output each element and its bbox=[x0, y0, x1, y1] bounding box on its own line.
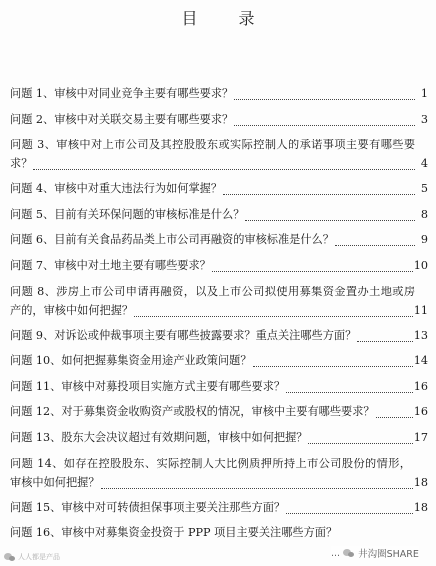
toc-entry-text: 问题 7、审核中对土地主要有哪些要求？ bbox=[10, 258, 211, 272]
leader-dots bbox=[212, 262, 413, 272]
toc-page-number: 5 bbox=[420, 182, 428, 196]
toc-entry-2[interactable] bbox=[10, 112, 428, 138]
toc-entry-text: 问题 11、审核中对募投项目实施方式主要有哪些要求？ bbox=[10, 379, 286, 393]
leader-dots bbox=[134, 307, 413, 317]
leader-dots bbox=[357, 332, 412, 342]
toc-entry-text: 问题 16、审核中对募集资金投资于 PPP 项目主要关注哪些方面？ bbox=[10, 526, 338, 540]
toc-entry-text: 问题 2、审核中对关联交易主要有哪些要求？ bbox=[10, 112, 234, 126]
page-title: 目 录 bbox=[181, 9, 273, 28]
leader-dots bbox=[223, 185, 415, 195]
toc-entry-1[interactable] bbox=[10, 86, 428, 112]
toc-entry-15[interactable] bbox=[10, 500, 428, 526]
toc-entry-text: 问题 10、如何把握募集资金用途产业政策问题？ bbox=[10, 354, 252, 368]
wechat-logo-icon bbox=[4, 552, 16, 562]
watermark-right bbox=[331, 546, 419, 560]
toc-page-number: 16 bbox=[413, 405, 428, 419]
toc-entry-text: 问题 5、目前有关环保问题的审核标准是什么？ bbox=[10, 207, 245, 221]
toc-page-number: 4 bbox=[420, 157, 428, 171]
toc-page-number: 18 bbox=[413, 475, 428, 489]
leader-dots bbox=[33, 160, 415, 170]
table-of-contents bbox=[10, 86, 428, 551]
toc-entry-6[interactable] bbox=[10, 232, 428, 258]
toc-entry-text: 问题 1、审核中对同业竞争主要有哪些要求？ bbox=[10, 87, 234, 100]
toc-page-number: 13 bbox=[413, 328, 428, 342]
toc-entry-5[interactable] bbox=[10, 207, 428, 233]
toc-page-number: 10 bbox=[413, 258, 428, 272]
leader-dots bbox=[335, 236, 415, 246]
toc-entry-12[interactable] bbox=[10, 404, 428, 430]
toc-entry-8[interactable] bbox=[10, 284, 428, 328]
leader-dots bbox=[376, 408, 413, 418]
leader-dots bbox=[286, 383, 413, 393]
toc-page-number: 18 bbox=[413, 500, 428, 514]
wechat-logo-icon bbox=[343, 548, 355, 558]
leader-dots bbox=[253, 357, 413, 367]
toc-entry-text: 问题 12、对于募集资金收购资产或股权的情况，审核中主要有哪些要求？ bbox=[10, 405, 375, 419]
toc-page-number: 14 bbox=[413, 354, 428, 368]
toc-entry-9[interactable] bbox=[10, 328, 428, 354]
toc-entry-text-line2: 审核中如何把握？ bbox=[10, 475, 100, 489]
leader-dots bbox=[234, 90, 415, 100]
leader-dots bbox=[101, 479, 413, 489]
toc-entry-3[interactable] bbox=[10, 137, 428, 181]
toc-page-number: 8 bbox=[420, 207, 428, 221]
toc-page-number: 9 bbox=[420, 233, 428, 247]
toc-page-number: 16 bbox=[413, 379, 428, 393]
toc-entry-10[interactable] bbox=[10, 353, 428, 379]
watermark-left-text: 人人都是产品 bbox=[18, 553, 60, 561]
toc-entry-text-line1: 问题 8、涉房上市公司申请再融资，以及上市公司拟使用募集资金置办土地或房 bbox=[10, 285, 416, 298]
toc-entry-4[interactable] bbox=[10, 181, 428, 207]
toc-entry-11[interactable] bbox=[10, 379, 428, 405]
watermark-right-text: 井沟圈SHARE bbox=[358, 549, 419, 560]
toc-entry-text: 问题 6、目前有关食品药品类上市公司再融资的审核标准是什么？ bbox=[10, 233, 334, 247]
watermark-right-prefix: ... bbox=[331, 547, 341, 559]
toc-entry-text-line2: 产的，审核中如何把握？ bbox=[10, 303, 134, 317]
toc-entry-text-line1: 问题 3、审核中对上市公司及其控股股东或实际控制人的承诺事项主要有哪些要 bbox=[10, 139, 416, 152]
toc-page-number: 3 bbox=[420, 112, 428, 126]
leader-dots bbox=[308, 434, 412, 444]
toc-page-number: 1 bbox=[420, 87, 428, 100]
toc-entry-text: 问题 4、审核中对重大违法行为如何掌握？ bbox=[10, 182, 223, 196]
toc-entry-7[interactable] bbox=[10, 258, 428, 284]
toc-page-number: 17 bbox=[413, 430, 428, 444]
leader-dots bbox=[286, 504, 413, 514]
toc-page-number: 11 bbox=[413, 303, 428, 317]
leader-dots bbox=[234, 116, 415, 126]
toc-entry-text: 问题 13、股东大会决议超过有效期问题，审核中如何把握？ bbox=[10, 430, 308, 444]
toc-entry-14[interactable] bbox=[10, 456, 428, 500]
toc-entry-text-line2: 求？ bbox=[10, 157, 33, 171]
leader-dots bbox=[245, 211, 415, 221]
toc-entry-13[interactable] bbox=[10, 430, 428, 456]
watermark-left bbox=[4, 552, 60, 562]
toc-entry-text: 问题 9、对诉讼或仲裁事项主要有哪些披露要求？重点关注哪些方面？ bbox=[10, 328, 357, 342]
toc-entry-text-line1: 问题 14、如存在控股股东、实际控制人大比例质押所持上市公司股份的情形， bbox=[10, 457, 412, 470]
toc-entry-text: 问题 15、审核中对可转债担保事项主要关注那些方面？ bbox=[10, 500, 286, 514]
